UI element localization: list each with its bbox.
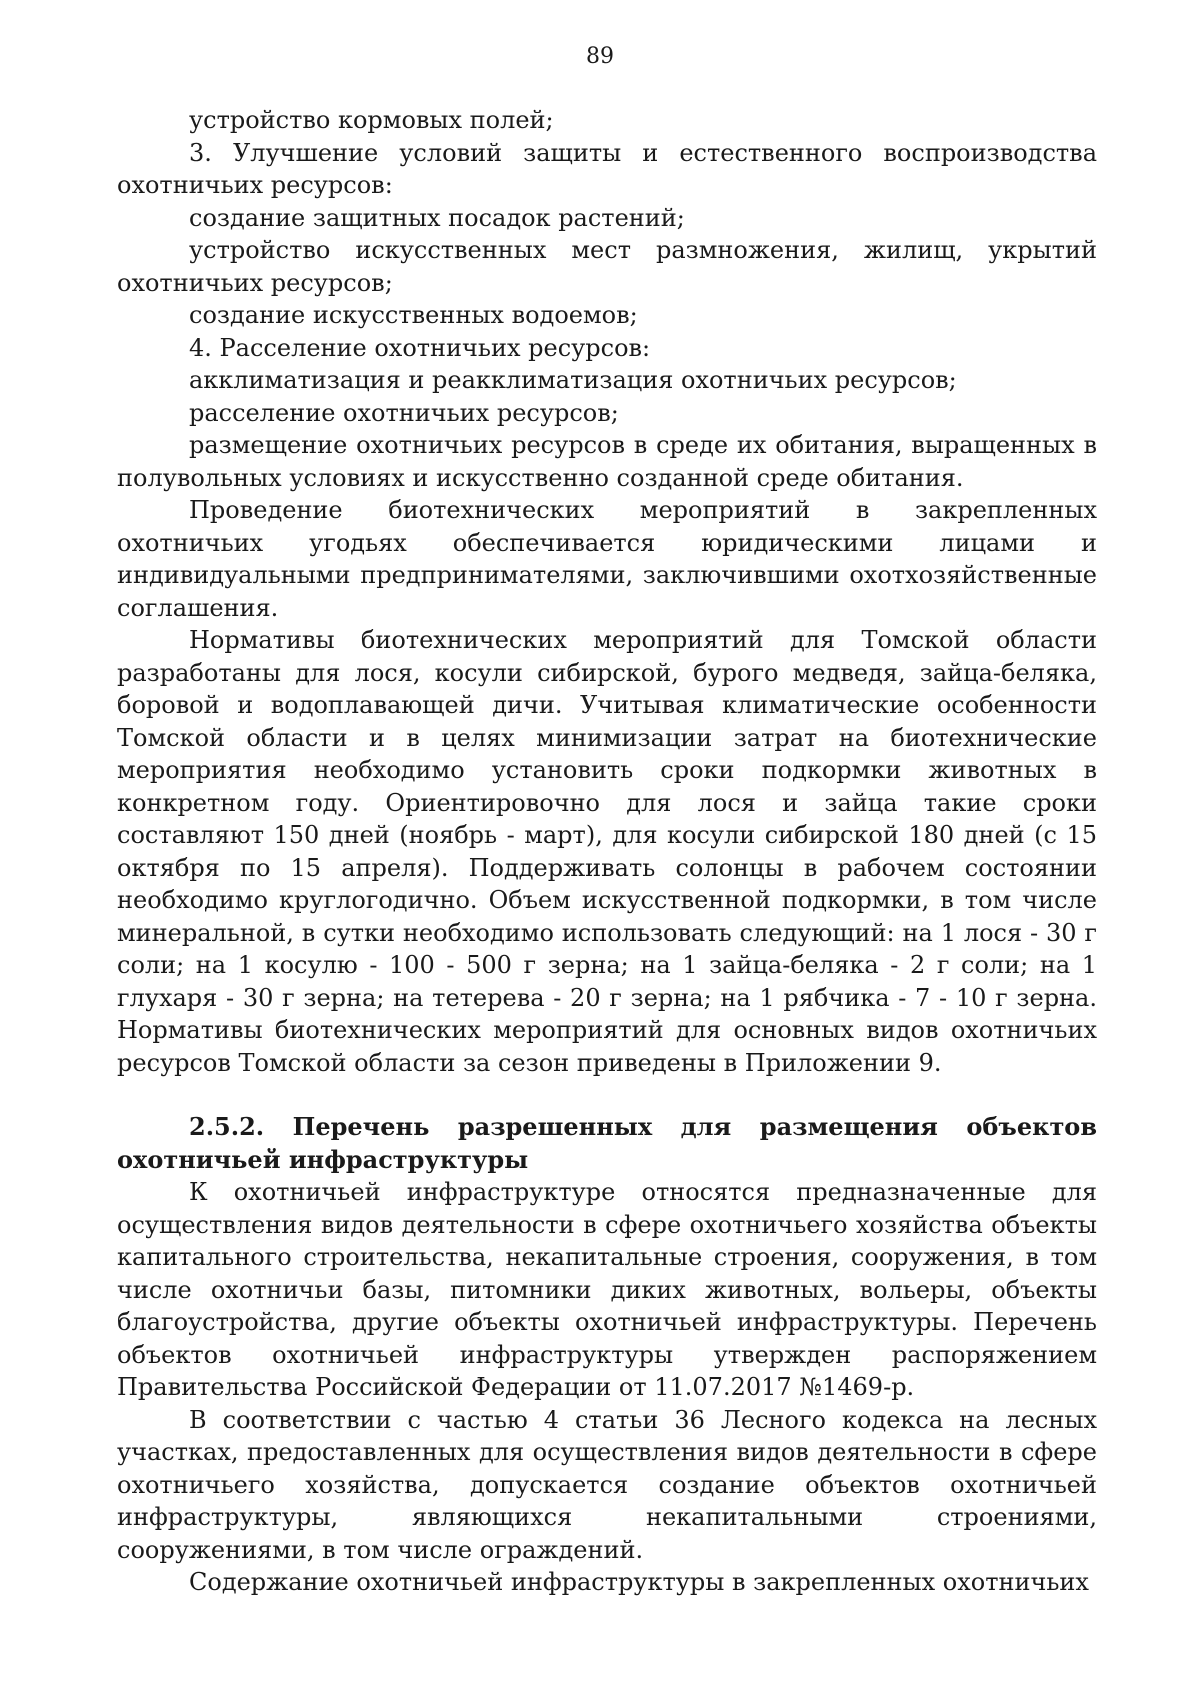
paragraph-biotech-measures: Проведение биотехнических мероприятий в закрепленных охотничьих угодьях обеспечивается юридическими лицами и индивидуальными предпринимателями, заключившими охотхозяйственные соглашения.	[117, 496, 1097, 622]
page-number: 89	[586, 44, 614, 69]
list-item-resettlement: расселение охотничьих ресурсов;	[189, 398, 619, 427]
list-item-plantings: создание защитных посадок растений;	[189, 203, 685, 232]
list-heading-resettlement: 4. Расселение охотничьих ресурсов:	[189, 333, 651, 362]
paragraph-infrastructure: К охотничьей инфраструктуре относятся предназначенные для осуществления видов деятельности в сфере охотничьего хозяйства объекты капитального строительства, некапитальные строения, сооружения, в том числе охотничьи базы, питомники диких животных, вольеры, объекты благоустройства, другие объекты охотничьей инфраструктуры. Перечень объектов охотничьей инфраструктуры утвержден распоряжением Правительства Российской Федерации от 11.07.2017 №1469-р.	[117, 1178, 1097, 1401]
list-item-breeding-places: устройство искусственных мест размножения, жилищ, укрытий охотничьих ресурсов;	[117, 236, 1097, 297]
list-item-placement: размещение охотничьих ресурсов в среде их обитания, выращенных в полувольных условиях и искусственно созданной среде обитания.	[117, 431, 1097, 492]
paragraph-maintenance: Содержание охотничьей инфраструктуры в закрепленных охотничьих	[189, 1568, 1089, 1596]
document-body	[117, 104, 1097, 1599]
list-item-ponds: создание искусственных водоемов;	[189, 301, 638, 329]
list-item-feed-fields: устройство кормовых полей;	[189, 106, 554, 134]
paragraph-norms: Нормативы биотехнических мероприятий для Томской области разработаны для лося, косули сибирской, бурого медведя, зайца-беляка, боровой и водоплавающей дичи. Учитывая климатические особенности Томской области и в целях минимизации затрат на биотехнические мероприятия необходимо установить сроки подкормки животных в конкретном году. Ориентировочно для лося и зайца такие сроки составляют 150 дней (ноябрь - март), для косули сибирской 180 дней (с 15 октября по 15 апреля). Поддерживать солонцы в рабочем состоянии необходимо круглогодично. Объем искусственной подкормки, в том числе минеральной, в сутки необходимо использовать следующий: на 1 лося - 30 г соли; на 1 косулю - 100 - 500 г зерна; на 1 зайца-беляка - 2 г соли; на 1 глухаря - 30 г зерна; на тетерева - 20 г зерна; на 1 рябчика - 7 - 10 г зерна. Нормативы биотехнических мероприятий для основных видов охотничьих ресурсов Томской области за сезон приведены в Приложении 9.	[117, 626, 1097, 1077]
list-item-acclimatization: акклиматизация и реакклиматизация охотничьих ресурсов;	[189, 366, 957, 394]
paragraph-forest-code: В соответствии с частью 4 статьи 36 Лесного кодекса на лесных участках, предоставленных для осуществления видов деятельности в сфере охотничьего хозяйства, допускается создание объектов охотничьей инфраструктуры, являющихся некапитальными строениями, сооружениями, в том числе ограждений.	[117, 1405, 1097, 1564]
list-heading-protection: 3. Улучшение условий защиты и естественного воспроизводства охотничьих ресурсов:	[117, 138, 1097, 199]
section-heading: 2.5.2. Перечень разрешенных для размещения объектов охотничьей инфраструктуры	[117, 1112, 1097, 1174]
